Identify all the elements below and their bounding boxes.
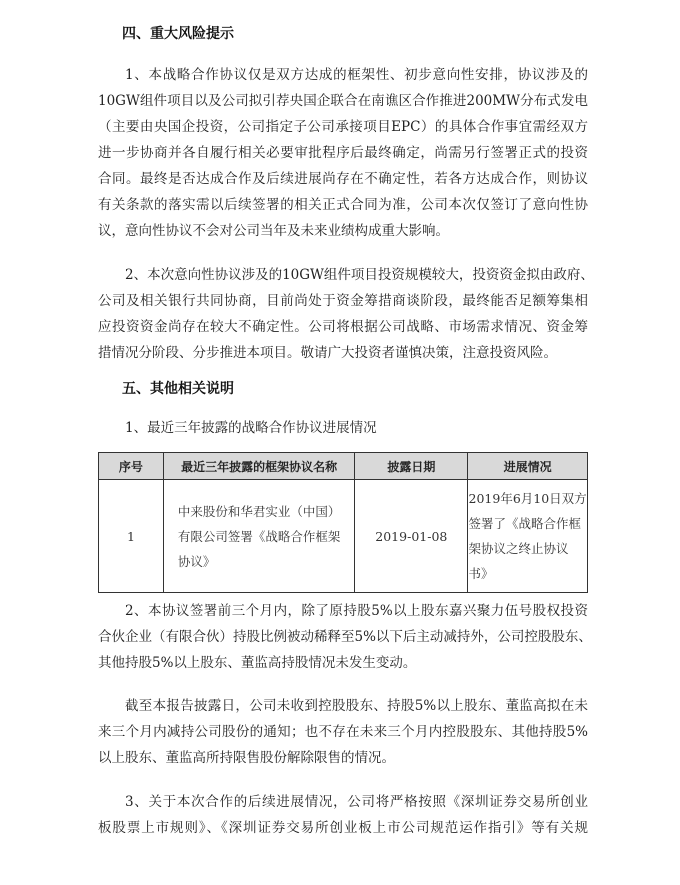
column-header-disclosure-date: 披露日期 bbox=[355, 453, 468, 480]
text-line: 10GW组件项目以及公司拟引荐央国企联合在南谯区合作推进200MW分布式发电 bbox=[98, 93, 588, 109]
text-line: 1、本战略合作协议仅是双方达成的框架性、初步意向性安排，协议涉及的 bbox=[125, 67, 588, 83]
text-line: 应投资资金尚存在较大不确定性。公司将根据公司战略、市场需求情况、资金筹 bbox=[98, 319, 588, 335]
text-line: 来三个月内减持公司股份的通知；也不存在未来三个月内控股股东、其他持股5% bbox=[98, 724, 588, 740]
section-heading-other: 五、其他相关说明 bbox=[122, 381, 234, 397]
text-line: 截至本报告披露日，公司未收到控股股东、持股5%以上股东、董监高拟在未 bbox=[125, 698, 588, 714]
text-line: 以上股东、董监高所持限售股份解除限售的情况。 bbox=[98, 750, 395, 766]
paragraph-risk-2 bbox=[98, 262, 594, 366]
text-line: 合同。最终是否达成合作及后续进展尚存在不确定性，若各方达成合作，则协议 bbox=[98, 171, 588, 187]
text-line: 公司及相关银行共同协商，目前尚处于资金筹措商谈阶段，最终能否足额筹集相 bbox=[98, 293, 588, 309]
cell-progress bbox=[468, 480, 588, 593]
text-line: 议，意向性协议不会对公司当年及未来业绩构成重大影响。 bbox=[98, 223, 449, 239]
text-line: 其他持股5%以上股东、董监高持股情况未发生变动。 bbox=[98, 655, 417, 671]
text-line: 有关条款的落实需以后续签署的相关正式合同为准，公司本次仅签订了意向性协 bbox=[98, 197, 588, 213]
paragraph-other-1-title bbox=[98, 415, 588, 441]
column-header-agreement-name: 最近三年披露的框架协议名称 bbox=[163, 453, 355, 480]
text-line: （主要由央国企投资，公司指定子公司承接项目EPC）的具体合作事宜需经双方 bbox=[98, 119, 588, 135]
paragraph-risk-1 bbox=[98, 62, 588, 244]
text-line: 1、最近三年披露的战略合作协议进展情况 bbox=[125, 420, 377, 436]
cell-disclosure-date: 2019-01-08 bbox=[355, 480, 468, 593]
paragraph-other-2 bbox=[98, 598, 592, 676]
agreement-progress-table bbox=[98, 452, 588, 593]
text-line: 措情况分阶段、分步推进本项目。敬请广大投资者谨慎决策，注意投资风险。 bbox=[98, 345, 557, 361]
text-line: 2、本次意向性协议涉及的10GW组件项目投资规模较大，投资资金拟由政府、 bbox=[125, 267, 594, 283]
agreement-name-text: 中来股份和华君实业（中国） 有限公司签署《战略合作框架 协议》 bbox=[177, 503, 341, 569]
text-line: 板股票上市规则》、《深圳证券交易所创业板上市公司规范运作指引》等有关规 bbox=[98, 820, 588, 836]
paragraph-other-4 bbox=[98, 789, 588, 841]
cell-no: 1 bbox=[99, 480, 164, 593]
column-header-progress: 进展情况 bbox=[468, 453, 588, 480]
column-header-no: 序号 bbox=[99, 453, 164, 480]
text-line: 合伙企业（有限合伙）持股比例被动稀释至5%以下后主动减持外，公司控股股东、 bbox=[98, 629, 592, 645]
cell-agreement-name bbox=[163, 480, 355, 593]
paragraph-other-3 bbox=[98, 693, 588, 771]
progress-text: 2019年6月10日双方 签署了《战略合作框 架协议之终止协议 书》 bbox=[468, 491, 587, 581]
section-heading-risk: 四、重大风险提示 bbox=[122, 26, 234, 42]
text-line: 2、本协议签署前三个月内，除了原持股5%以上股东嘉兴聚力伍号股权投资 bbox=[125, 603, 588, 619]
text-line: 进一步协商并各自履行相关必要审批程序后最终确定，尚需另行签署正式的投资 bbox=[98, 145, 588, 161]
text-line: 3、关于本次合作的后续进展情况，公司将严格按照《深圳证券交易所创业 bbox=[125, 794, 588, 810]
table-row bbox=[99, 480, 588, 593]
table-header-row bbox=[99, 453, 588, 480]
